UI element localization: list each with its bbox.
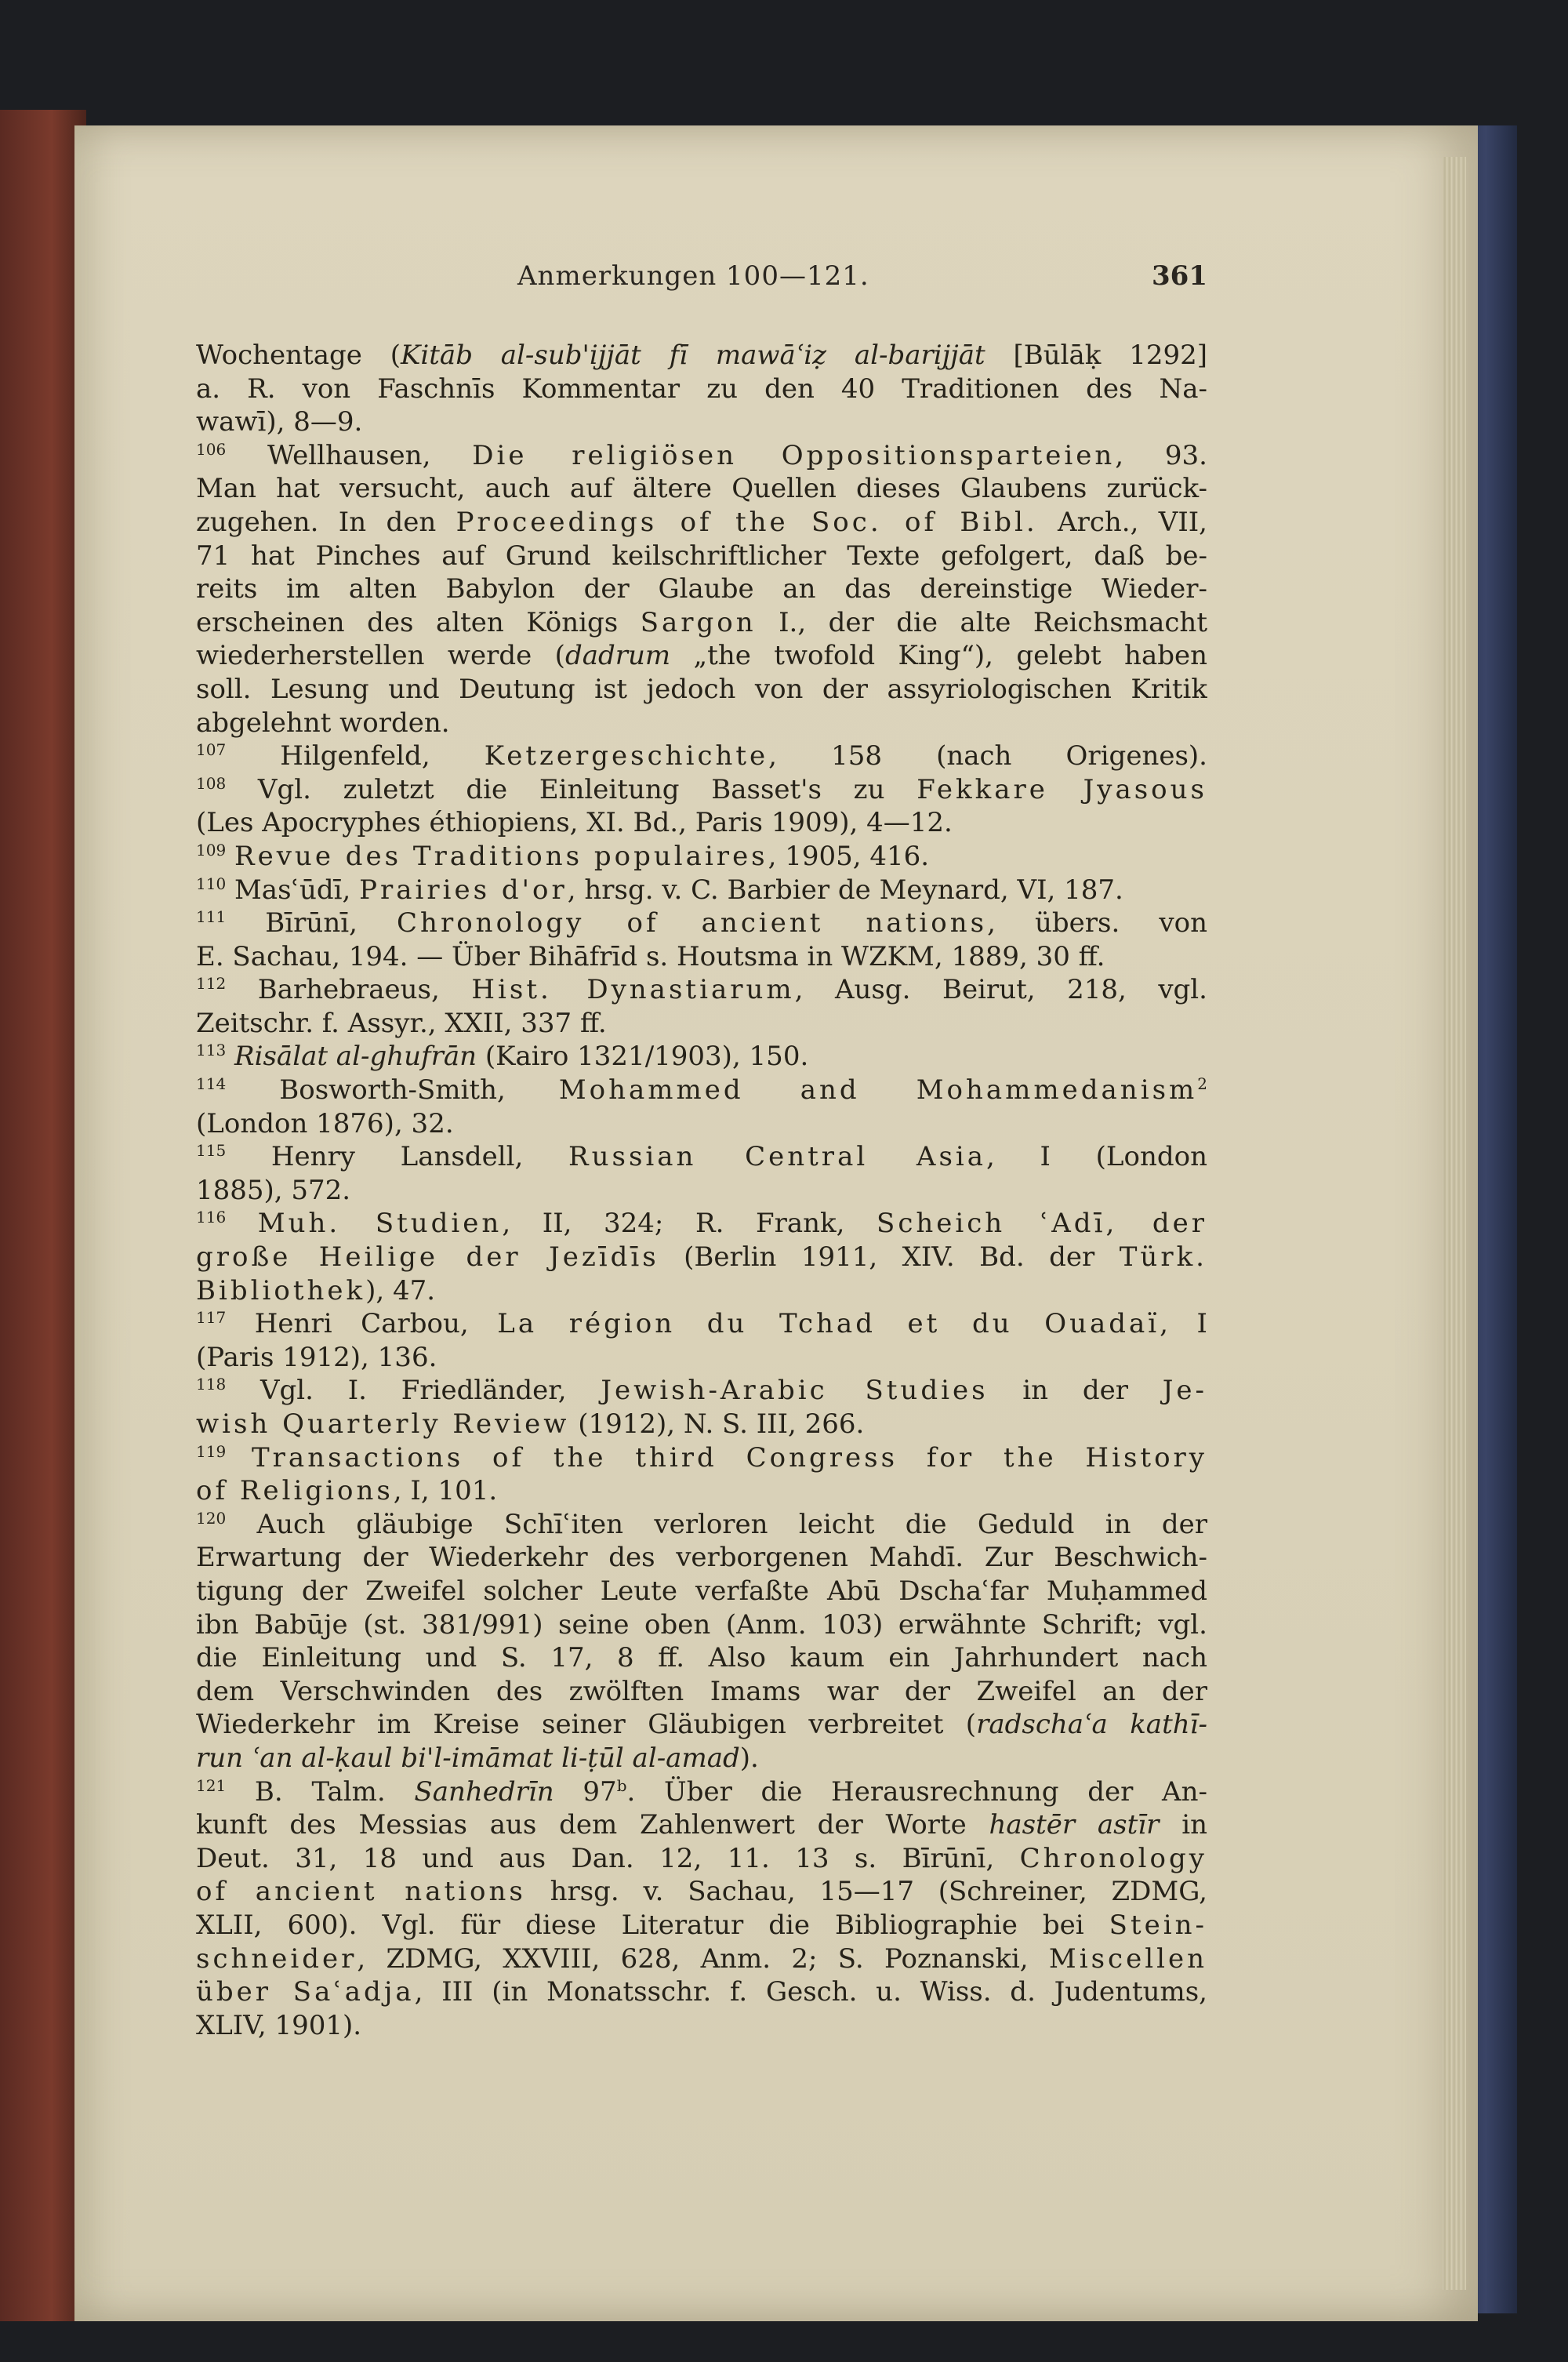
text-line: [196, 874, 1207, 907]
text-line: [196, 2009, 1207, 2043]
spaced-text: Revue des Traditions populaires: [234, 840, 768, 872]
note-number: 107: [196, 740, 227, 760]
text-run: , hrsg. v. C. Barbier de Meynard, VI, 187.: [567, 874, 1123, 906]
page-number: 361: [1152, 260, 1207, 292]
spaced-text: Prairies d'or: [359, 874, 568, 906]
text-run: soll. Lesung und Deutung ist jedoch von der assyriologischen Kritik: [196, 673, 1207, 705]
text-run: , 158 (nach Origenes).: [768, 740, 1207, 772]
text-run: [226, 841, 234, 872]
text-run: XLIV, 1901).: [196, 2009, 362, 2041]
text-line: [196, 1541, 1207, 1575]
text-line: [196, 1207, 1207, 1241]
text-run: reits im alten Babylon der Glaube an das dereinstige Wieder-: [196, 573, 1207, 605]
text-line: [196, 1575, 1207, 1608]
italic-text: radschaʿa kathī-: [976, 1709, 1207, 1741]
text-run: [226, 1041, 234, 1072]
text-run: Barhebraeus,: [226, 974, 472, 1006]
text-run: Henry Lansdell,: [226, 1141, 568, 1173]
text-line: [196, 1007, 1207, 1041]
text-run: Masʿūdī,: [226, 874, 360, 906]
text-run: Wochentage (: [196, 340, 401, 371]
notes-text: [196, 339, 1207, 2042]
note-number: 120: [196, 1508, 227, 1528]
text-line: [196, 1742, 1207, 1775]
spaced-text: Transactions of the third Congress for the History: [252, 1441, 1207, 1474]
text-run: (London 1876), 32.: [196, 1107, 454, 1139]
text-line: [196, 572, 1207, 606]
text-line: [196, 1909, 1207, 1942]
spaced-text: of ancient nations: [196, 1876, 526, 1908]
text-line: [196, 907, 1207, 940]
text-line: [196, 940, 1207, 974]
text-line: [196, 840, 1207, 874]
text-line: [196, 1074, 1207, 1107]
text-run: I., der die alte Reichsmacht: [756, 606, 1207, 638]
text-run: in: [1159, 1809, 1207, 1841]
text-line: [196, 1408, 1207, 1441]
note-number: 121: [196, 1775, 227, 1795]
text-line: [196, 1875, 1207, 1909]
spaced-text: Stein-: [1109, 1909, 1207, 1941]
text-run: Wiederkehr im Kreise seiner Gläubigen verbreitet (: [196, 1709, 977, 1741]
text-run: . Über die Herausrechnung der An-: [626, 1775, 1207, 1808]
text-line: [196, 739, 1207, 773]
italic-text: Risālat al-ghufrān: [234, 1041, 477, 1073]
note-number: 108: [196, 773, 227, 793]
text-line: [196, 1641, 1207, 1675]
spaced-text: große Heilige der Jezīdīs: [196, 1241, 659, 1274]
text-run: , übers. von: [987, 907, 1207, 939]
spaced-text: La région du Tchad et du Ouadaï: [497, 1308, 1160, 1340]
book-cover-left: [0, 110, 86, 2321]
text-run: Zeitschr. f. Assyr., XXII, 337 ff.: [196, 1007, 607, 1039]
spaced-text: über Saʿadja: [196, 1976, 415, 2008]
text-run: (Paris 1912), 136.: [196, 1341, 437, 1373]
note-number: 110: [196, 874, 227, 893]
running-head: [196, 260, 1207, 300]
note-number: b: [616, 1775, 627, 1795]
text-run: B. Talm.: [226, 1775, 415, 1808]
text-line: [196, 1675, 1207, 1709]
text-line: [196, 339, 1207, 372]
text-run: , ZDMG, XXVIII, 628, Anm. 2; S. Poznanski,: [357, 1942, 1049, 1975]
text-run: dem Verschwinden des zwölften Imams war der Zweifel an der: [196, 1675, 1207, 1707]
text-run: Arch., VII,: [1037, 506, 1207, 538]
text-run: wawī), 8—9.: [196, 406, 363, 438]
text-line: [196, 372, 1207, 406]
text-run: wiederherstellen werde (: [196, 640, 565, 672]
note-number: 116: [196, 1208, 227, 1227]
text-run: kunft des Messias aus dem Zahlenwert der Worte: [196, 1809, 989, 1841]
note-number: 112: [196, 974, 227, 994]
text-run: hrsg. v. Sachau, 15—17 (Schreiner, ZDMG,: [525, 1876, 1207, 1908]
spaced-text: Scheich ʿAdī, der: [877, 1208, 1207, 1240]
spaced-text: Proceedings of the Soc. of Bibl.: [456, 506, 1038, 538]
note-number: 118: [196, 1375, 227, 1394]
spaced-text: Miscellen: [1048, 1942, 1207, 1975]
text-line: [196, 540, 1207, 573]
text-run: , I, 101.: [393, 1475, 498, 1507]
text-run: Wellhausen,: [226, 439, 473, 471]
text-run: [226, 1442, 252, 1474]
spaced-text: Türk.: [1119, 1241, 1207, 1274]
italic-text: Kitāb al-sub'ijjāt fī mawāʿiẓ al-barijjāt: [400, 340, 985, 371]
spaced-text: Chronology: [1019, 1842, 1207, 1874]
text-run: Hilgenfeld,: [226, 740, 485, 772]
text-run: 71 hat Pinches auf Grund keilschriftlicher Texte gefolgert, daß be-: [196, 540, 1207, 572]
text-run: Bīrūnī,: [226, 907, 397, 939]
text-run: zugehen. In den: [196, 506, 456, 538]
text-run: erscheinen des alten Königs: [196, 606, 641, 638]
text-run: 1885), 572.: [196, 1174, 351, 1206]
text-run: ), 47.: [365, 1274, 436, 1306]
text-run: Deut. 31, 18 und aus Dan. 12, 11. 13 s. Bīrūnī,: [196, 1842, 1020, 1874]
text-line: [196, 1341, 1207, 1375]
text-line: [196, 639, 1207, 673]
note-number: 111: [196, 907, 227, 927]
text-line: [196, 1107, 1207, 1141]
text-line: [196, 773, 1207, 807]
text-line: [196, 472, 1207, 506]
text-line: [196, 1274, 1207, 1308]
italic-text: hastēr astīr: [989, 1809, 1160, 1841]
text-line: [196, 1508, 1207, 1542]
text-run: , 93.: [1115, 439, 1207, 471]
spaced-text: Russian Central Asia: [568, 1141, 987, 1173]
text-line: [196, 1708, 1207, 1742]
text-run: „the twofold King“), gelebt haben: [670, 640, 1207, 672]
text-run: tigung der Zweifel solcher Leute verfaßte Abū Dschaʿfar Muḥammed: [196, 1575, 1207, 1607]
spaced-text: Chronology of ancient nations: [397, 907, 988, 939]
note-number: 119: [196, 1441, 227, 1461]
text-line: [196, 1608, 1207, 1642]
spaced-text: of Religions: [196, 1475, 394, 1507]
text-run: , Ausg. Beirut, 218, vgl.: [794, 974, 1207, 1006]
text-line: [196, 1040, 1207, 1074]
text-line: [196, 1441, 1207, 1475]
spaced-text: Sargon: [640, 606, 757, 638]
text-run: (1912), N. S. III, 266.: [569, 1408, 865, 1440]
note-number: 117: [196, 1308, 227, 1328]
text-line: [196, 1140, 1207, 1174]
italic-text: run ʿan al-ḳaul bi'l-imāmat li-ṭūl al-amad: [196, 1742, 740, 1774]
text-line: [196, 1374, 1207, 1408]
spaced-text: Hist. Dynastiarum: [471, 974, 795, 1006]
spaced-text: Bibliothek: [196, 1274, 366, 1306]
text-line: [196, 1241, 1207, 1274]
spaced-text: Je-: [1162, 1375, 1207, 1407]
text-run: ibn Babūje (st. 381/991) seine oben (Anm. 103) erwähnte Schrift; vgl.: [196, 1608, 1207, 1641]
text-line: [196, 1808, 1207, 1842]
spaced-text: Ketzergeschichte: [484, 740, 769, 772]
text-line: [196, 1942, 1207, 1976]
text-run: Man hat versucht, auch auf ältere Quellen dieses Glaubens zurück-: [196, 473, 1207, 505]
text-line: [196, 1174, 1207, 1208]
text-run: in der: [988, 1375, 1163, 1407]
text-run: [226, 1208, 258, 1239]
italic-text: dadrum: [564, 640, 671, 672]
text-line: [196, 506, 1207, 540]
running-title: Anmerkungen 100—121.: [517, 260, 869, 292]
text-line: [196, 606, 1207, 640]
text-run: , I: [1160, 1308, 1207, 1340]
text-run: Bosworth-Smith,: [226, 1074, 559, 1107]
text-line: [196, 673, 1207, 707]
text-line: [196, 1775, 1207, 1809]
text-run: Auch gläubige Schīʿiten verloren leicht die Geduld in der: [226, 1508, 1207, 1540]
text-line: [196, 405, 1207, 439]
text-run: (Les Apocryphes éthiopiens, XI. Bd., Paris 1909), 4—12.: [196, 807, 953, 839]
text-line: [196, 1975, 1207, 2009]
spaced-text: schneider: [196, 1942, 358, 1975]
italic-text: Sanhedrīn: [414, 1775, 554, 1808]
note-number: 2: [1197, 1074, 1207, 1094]
text-run: die Einleitung und S. 17, 8 ff. Also kaum ein Jahrhundert nach: [196, 1642, 1207, 1674]
text-run: Erwartung der Wiederkehr des verborgenen Mahdī. Zur Beschwich-: [196, 1542, 1207, 1574]
spaced-text: Fekkare Jyasous: [916, 773, 1207, 805]
text-line: [196, 707, 1207, 740]
text-line: [196, 973, 1207, 1007]
spaced-text: Jewish-Arabic Studies: [601, 1375, 989, 1407]
spaced-text: Die religiösen Oppositionsparteien: [472, 439, 1116, 471]
text-run: , III (in Monatsschr. f. Gesch. u. Wiss. d. Judentums,: [414, 1976, 1207, 2008]
text-run: [Būlāḳ 1292]: [985, 340, 1207, 371]
note-number: 113: [196, 1041, 227, 1060]
text-line: [196, 1307, 1207, 1341]
note-number: 114: [196, 1074, 227, 1094]
text-run: E. Sachau, 194. — Über Bihāfrīd s. Houtsma in WZKM, 1889, 30 ff.: [196, 940, 1105, 972]
text-line: [196, 806, 1207, 840]
text-run: Vgl. zuletzt die Einleitung Basset's zu: [226, 773, 917, 805]
text-run: , 1905, 416.: [768, 840, 930, 872]
text-run: (Kairo 1321/1903), 150.: [477, 1041, 809, 1073]
note-number: 109: [196, 840, 227, 859]
spaced-text: wish Quarterly Review: [196, 1408, 570, 1440]
text-line: [196, 1474, 1207, 1508]
text-run: ).: [739, 1742, 759, 1774]
text-run: XLII, 600). Vgl. für diese Literatur die Bibliographie bei: [196, 1909, 1109, 1941]
text-run: Vgl. I. Friedländer,: [226, 1375, 601, 1407]
text-run: , II, 324; R. Frank,: [502, 1208, 877, 1240]
text-run: , I (London: [986, 1141, 1207, 1173]
text-run: Henri Carbou,: [226, 1308, 498, 1340]
text-line: [196, 439, 1207, 473]
text-run: a. R. von Faschnīs Kommentar zu den 40 Traditionen des Na-: [196, 372, 1207, 405]
text-run: (Berlin 1911, XIV. Bd. der: [659, 1241, 1120, 1274]
spaced-text: Mohammed and Mohammedanism: [558, 1074, 1198, 1107]
text-run: 97: [554, 1775, 617, 1808]
note-number: 115: [196, 1141, 227, 1161]
text-run: abgelehnt worden.: [196, 707, 450, 739]
note-number: 106: [196, 439, 227, 459]
text-line: [196, 1842, 1207, 1876]
page-edges: [1443, 157, 1466, 2290]
spaced-text: Muh. Studien: [257, 1208, 503, 1240]
